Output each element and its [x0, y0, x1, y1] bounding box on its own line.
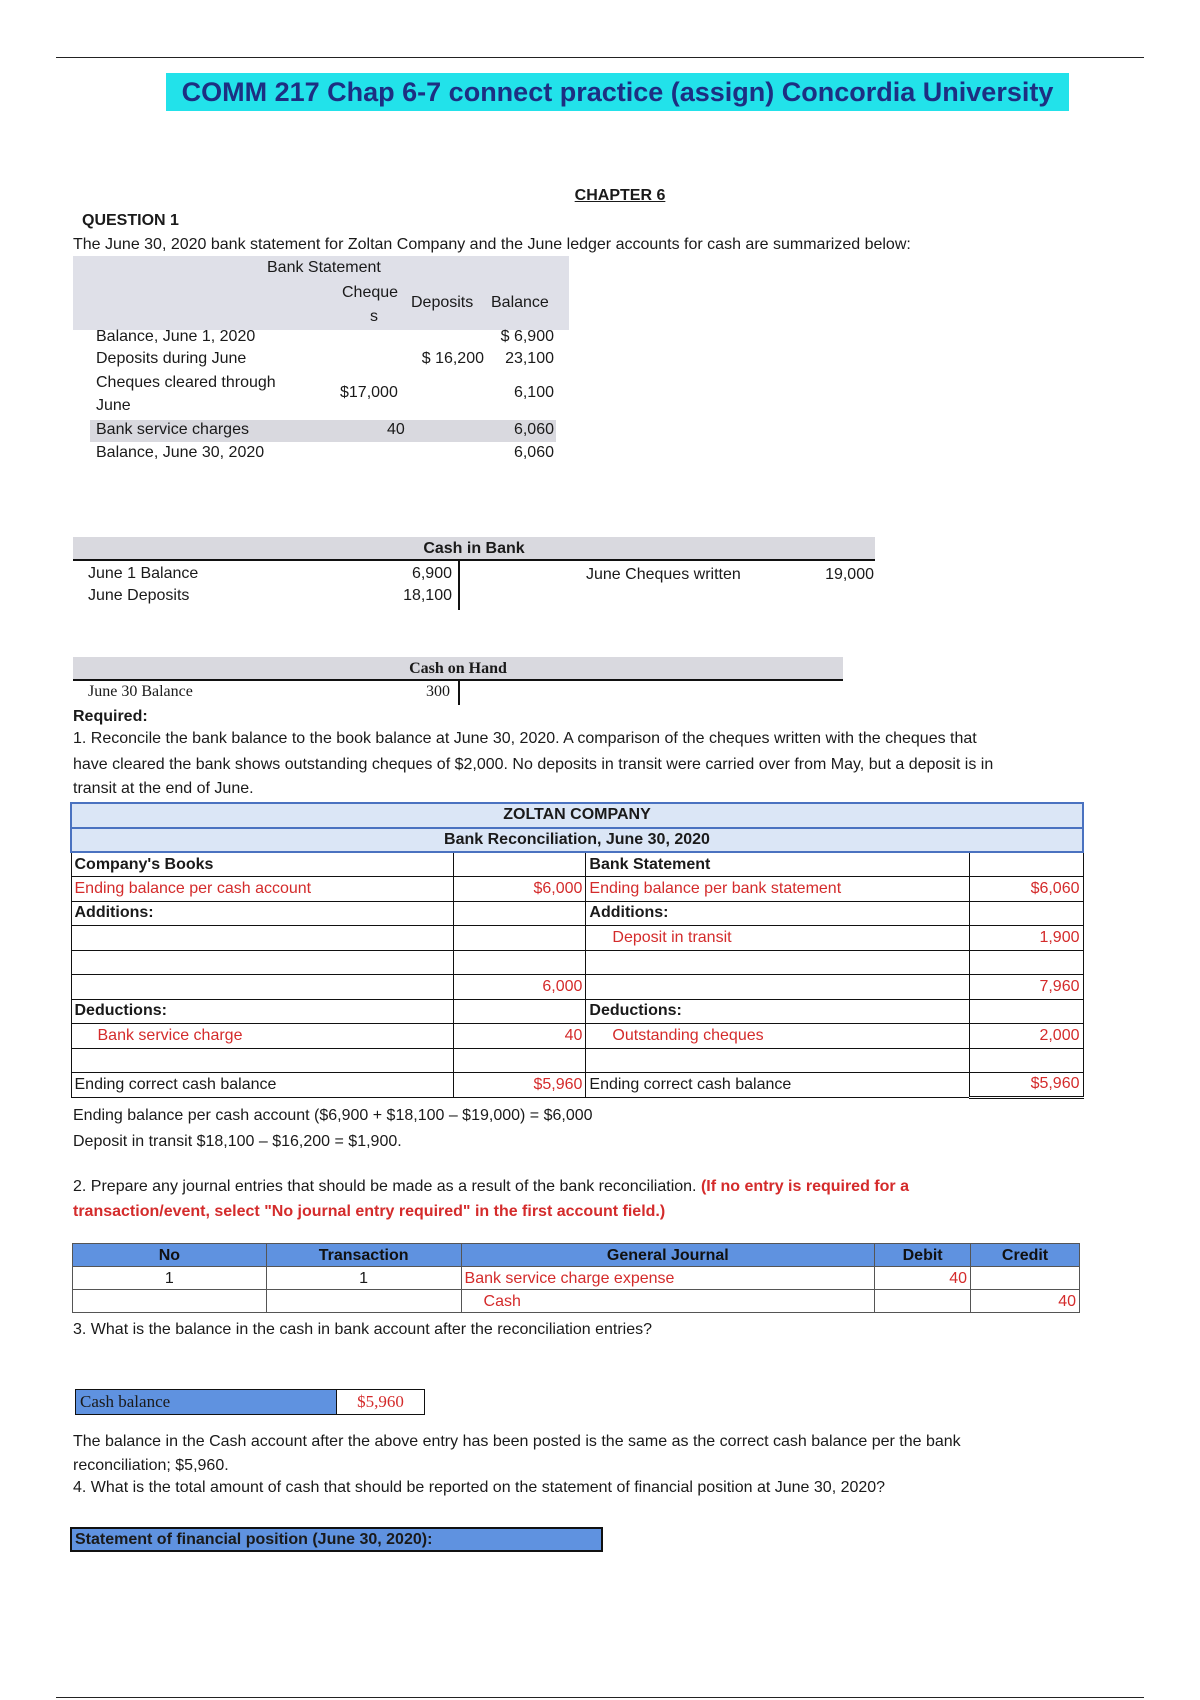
journal-row-1-debit: 40 [875, 1267, 971, 1290]
rec-additions-books: Additions: [71, 901, 453, 926]
cib-right-1-value: 19,000 [825, 566, 874, 583]
rec-empty [586, 950, 969, 975]
required-item1-line3: transit at the end of June. [73, 780, 254, 797]
cash-balance-label: Cash balance [75, 1389, 337, 1415]
rec-outstanding-label: Outstanding cheques [586, 1024, 969, 1049]
col-balance: Balance [491, 294, 549, 311]
cib-left-2-label: June Deposits [88, 587, 190, 604]
rec-bank-service-value: 40 [453, 1024, 586, 1049]
rec-empty [586, 1048, 969, 1073]
question-1-intro: The June 30, 2020 bank statement for Zoltan Company and the June ledger accounts for cash are summarized below: [73, 236, 911, 253]
coh-left-label: June 30 Balance [88, 683, 193, 700]
cash-on-hand-title: Cash on Hand [73, 657, 843, 681]
rec-note-2: Deposit in transit $18,100 – $16,200 = $1,900. [73, 1133, 402, 1150]
bank-reconciliation-table [70, 802, 1084, 1099]
journal-row-1-account: Bank service charge expense [461, 1267, 875, 1290]
rec-empty [453, 901, 586, 926]
bs-row-4-cheques: 40 [387, 421, 405, 438]
bs-row-5-label: Balance, June 30, 2020 [96, 444, 265, 461]
rec-deposit-transit-label: Deposit in transit [586, 926, 969, 951]
bs-row-5-balance: 6,060 [513, 444, 554, 461]
rec-deductions-bank: Deductions: [586, 999, 969, 1024]
rec-deposit-transit-value: 1,900 [969, 926, 1083, 951]
rec-additions-bank: Additions: [586, 901, 969, 926]
cib-right-1-label: June Cheques written [586, 566, 741, 583]
journal-header-no: No [73, 1244, 267, 1267]
rec-empty [586, 975, 969, 1000]
cash-in-bank-divider [458, 561, 460, 610]
rec-right-head: Bank Statement [586, 852, 969, 877]
rec-empty [969, 999, 1083, 1024]
cib-left-1-value: 6,900 [411, 565, 452, 582]
rec-outstanding-value: 2,000 [969, 1024, 1083, 1049]
bs-row-2-deposits: $ 16,200 [421, 350, 484, 367]
journal-row-2-credit: 40 [971, 1290, 1080, 1313]
bs-row-3-label2: June [96, 397, 131, 414]
rec-bank-service-label: Bank service charge [71, 1024, 453, 1049]
rec-empty [453, 852, 586, 877]
journal-row-1-transaction: 1 [266, 1267, 461, 1290]
rec-subtotal-bank: 7,960 [969, 975, 1083, 1000]
journal-row-1-no: 1 [73, 1267, 267, 1290]
bs-row-3-balance: 6,100 [513, 384, 554, 401]
journal-header-credit: Credit [971, 1244, 1080, 1267]
top-rule [56, 57, 1144, 58]
bs-row-1-label: Balance, June 1, 2020 [96, 328, 256, 345]
rec-empty [969, 950, 1083, 975]
question-1-label: QUESTION 1 [82, 212, 179, 229]
rec-ending-correct-label-books: Ending correct cash balance [71, 1073, 453, 1098]
col-deposits: Deposits [411, 294, 474, 311]
document-title: COMM 217 Chap 6-7 connect practice (assign) Concordia University [166, 73, 1069, 111]
rec-empty [969, 1048, 1083, 1073]
rec-company-name: ZOLTAN COMPANY [71, 803, 1083, 828]
bs-row-3-cheques: $17,000 [340, 384, 398, 401]
journal-table [72, 1243, 1080, 1313]
rec-empty [453, 1048, 586, 1073]
rec-ending-correct-books: $5,960 [453, 1073, 586, 1098]
col-cheques-a: Cheque [342, 284, 399, 301]
rec-empty [71, 1048, 453, 1073]
q3-explain-line1: The balance in the Cash account after the above entry has been posted is the same as the correct cash balance per the bank [73, 1433, 961, 1450]
rec-empty [453, 950, 586, 975]
required-item1-line1: 1. Reconcile the bank balance to the book balance at June 30, 2020. A comparison of the cheques written with the cheques that [73, 730, 977, 747]
cib-left-1-label: June 1 Balance [88, 565, 199, 582]
bs-row-2-balance: 23,100 [505, 350, 554, 367]
rec-empty [453, 999, 586, 1024]
journal-header-debit: Debit [875, 1244, 971, 1267]
bottom-rule [56, 1697, 1144, 1698]
bs-row-2-label: Deposits during June [96, 350, 247, 367]
rec-left-head: Company's Books [71, 852, 453, 877]
col-cheques-b: s [370, 308, 378, 325]
journal-row-2-no [73, 1290, 267, 1313]
rec-end-bal-books-label: Ending balance per cash account [71, 877, 453, 902]
rec-end-bal-bank-value: $6,060 [969, 877, 1083, 902]
q2-text: 2. Prepare any journal entries that should be made as a result of the bank reconciliation. [73, 1178, 697, 1195]
rec-deductions-books: Deductions: [71, 999, 453, 1024]
q2-hint-line1: (If no entry is required for a [700, 1178, 909, 1195]
q4-text: 4. What is the total amount of cash that should be reported on the statement of financial position at June 30, 2020? [73, 1479, 886, 1496]
q3-explain-line2: reconciliation; $5,960. [73, 1457, 229, 1474]
rec-end-bal-bank-label: Ending balance per bank statement [586, 877, 969, 902]
rec-note-1: Ending balance per cash account ($6,900 + $18,100 – $19,000) = $6,000 [73, 1107, 593, 1124]
bs-row-3-label: Cheques cleared through [96, 374, 276, 391]
bank-statement-title: Bank Statement [267, 259, 381, 276]
coh-left-value: 300 [426, 683, 450, 700]
rec-end-bal-books-value: $6,000 [453, 877, 586, 902]
sfp-label: Statement of financial position (June 30, 2020): [70, 1527, 603, 1552]
cib-left-2-value: 18,100 [403, 587, 452, 604]
journal-header-transaction: Transaction [266, 1244, 461, 1267]
rec-empty [71, 950, 453, 975]
q2-hint-line2: transaction/event, select "No journal entry required" in the first account field.) [73, 1203, 666, 1220]
rec-subtotal-books: 6,000 [453, 975, 586, 1000]
cash-in-bank-title: Cash in Bank [73, 537, 875, 561]
bs-row-4-label: Bank service charges [96, 421, 249, 438]
rec-ending-correct-bank: $5,960 [969, 1073, 1083, 1098]
journal-header-general-journal: General Journal [461, 1244, 875, 1267]
journal-row-2-account: Cash [461, 1290, 875, 1313]
bs-row-1-balance: $ 6,900 [500, 328, 554, 345]
bs-row-4-balance: 6,060 [513, 421, 554, 438]
rec-empty [969, 852, 1083, 877]
chapter-heading: CHAPTER 6 [574, 187, 666, 204]
q2-text-line1 [73, 1178, 909, 1196]
required-label: Required: [73, 708, 148, 725]
rec-empty [71, 975, 453, 1000]
required-item1-line2: have cleared the bank shows outstanding cheques of $2,000. No deposits in transit were carried over from May, but a deposit is in [73, 756, 994, 773]
journal-row-1-credit [971, 1267, 1080, 1290]
rec-subtitle: Bank Reconciliation, June 30, 2020 [71, 828, 1083, 853]
rec-empty [71, 926, 453, 951]
cash-balance-value: $5,960 [337, 1389, 425, 1415]
journal-row-2-debit [875, 1290, 971, 1313]
cash-on-hand-divider [458, 681, 460, 705]
journal-row-2-transaction [266, 1290, 461, 1313]
rec-empty [453, 926, 586, 951]
rec-empty [969, 901, 1083, 926]
rec-ending-correct-label-bank: Ending correct cash balance [586, 1073, 969, 1098]
q3-text: 3. What is the balance in the cash in bank account after the reconciliation entries? [73, 1321, 653, 1338]
